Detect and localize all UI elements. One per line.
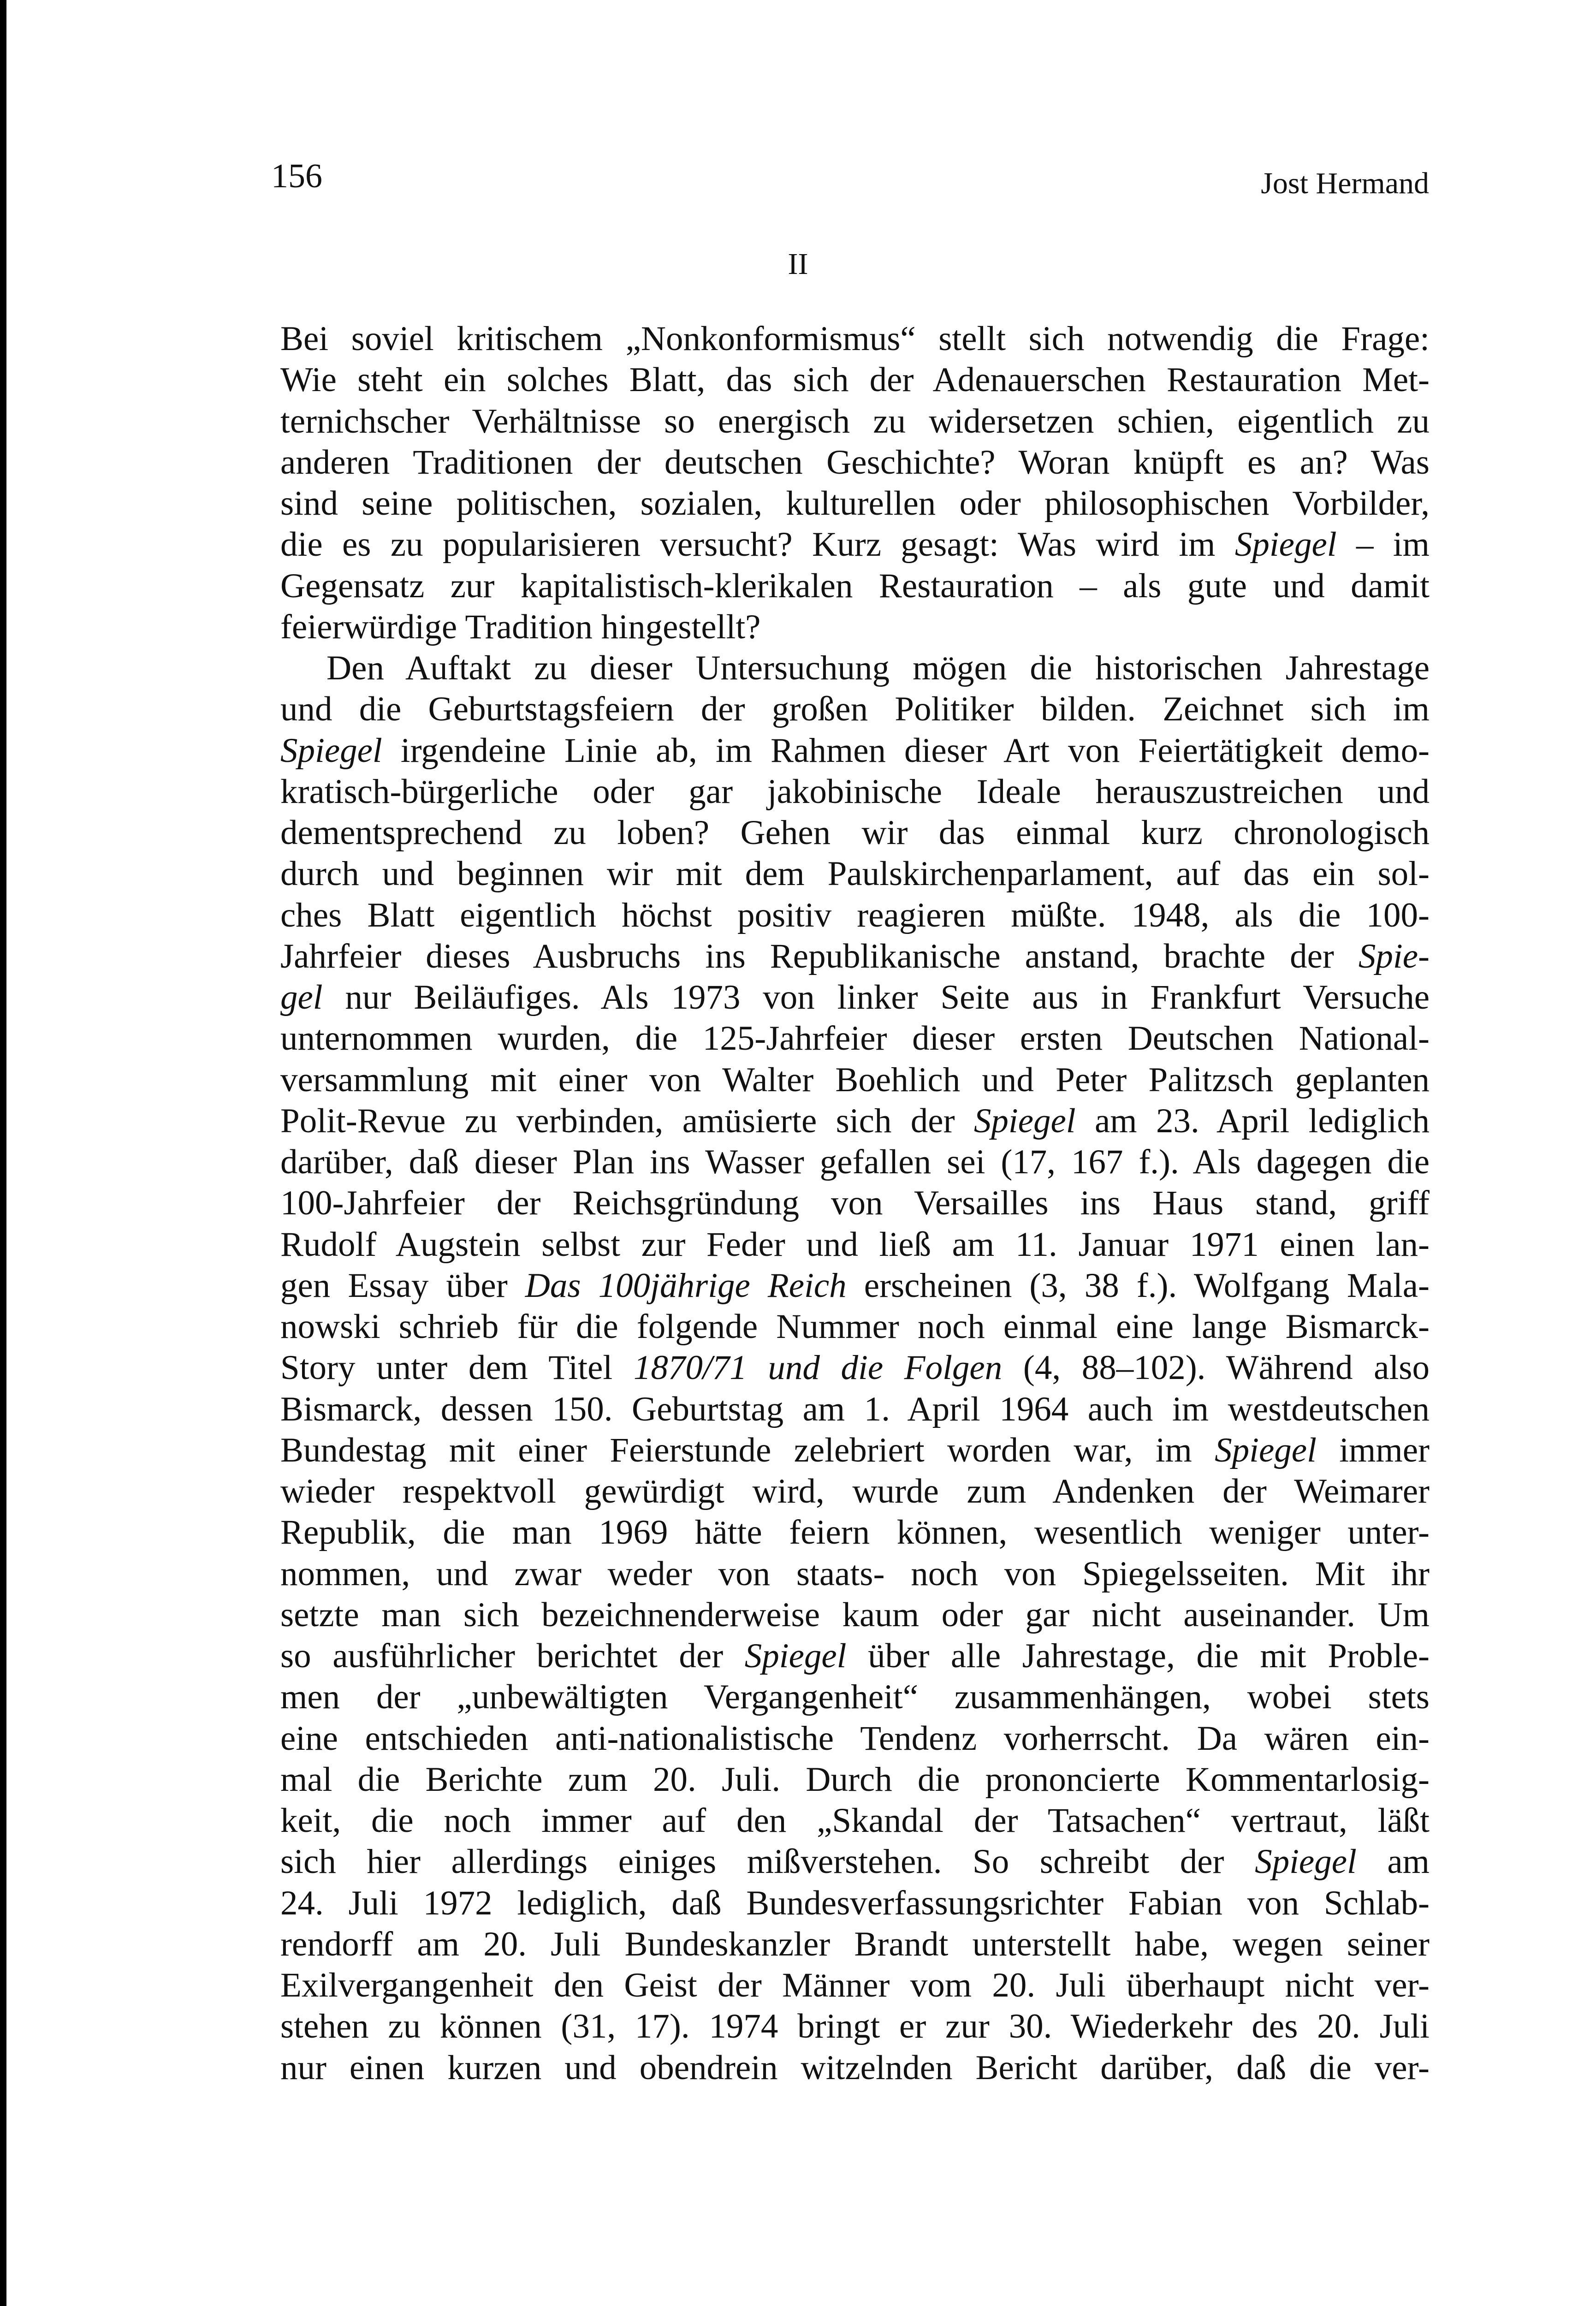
text-run: Story unter dem Titel	[280, 1349, 634, 1387]
text-line	[280, 1800, 1430, 1841]
text-run: am 23. April lediglich	[1075, 1101, 1430, 1140]
text-line	[280, 359, 1430, 400]
text-run: Bundestag mit einer Feierstunde zelebriert worden war, im	[280, 1431, 1215, 1469]
text-run: die es zu popularisieren versucht? Kurz gesagt: Was wird im	[280, 525, 1235, 564]
text-run: Den Auftakt zu dieser Untersuchung mögen die historischen Jahrestage	[326, 649, 1430, 687]
text-run: 100-Jahrfeier der Reichsgründung von Versailles ins Haus stand, griff	[280, 1184, 1430, 1223]
scan-edge-left	[0, 0, 6, 2306]
text-line	[280, 895, 1430, 936]
italic-title: gel	[280, 978, 323, 1016]
text-run: rendorff am 20. Juli Bundeskanzler Brandt unterstellt habe, wegen seiner	[280, 1925, 1430, 1963]
text-line	[280, 2047, 1430, 2088]
text-line	[280, 1430, 1430, 1471]
italic-title: Spie-	[1358, 937, 1430, 975]
italic-title: 1870/71 und die Folgen	[633, 1349, 1003, 1387]
text-run: über alle Jahrestage, die mit Proble-	[846, 1637, 1430, 1675]
italic-title: Spiegel	[744, 1637, 847, 1675]
text-run: dementsprechend zu loben? Gehen wir das einmal kurz chronologisch	[280, 814, 1430, 852]
text-run: Exilvergangenheit den Geist der Männer vom 20. Juli überhaupt nicht ver-	[280, 1966, 1430, 2004]
text-run: nur Beiläufiges. Als 1973 von linker Seite aus in Frankfurt Versuche	[322, 978, 1430, 1016]
text-line	[280, 1265, 1430, 1306]
text-run: keit, die noch immer auf den „Skandal der Tatsachen“ vertraut, läßt	[280, 1801, 1430, 1840]
text-run: irgendeine Linie ab, im Rahmen dieser Art von Feiertätigkeit demo-	[382, 731, 1430, 770]
text-line	[280, 565, 1430, 606]
text-line	[280, 689, 1430, 730]
text-run: setzte man sich bezeichnenderweise kaum oder gar nicht auseinander. Um	[280, 1595, 1430, 1634]
text-run: stehen zu können (31, 17). 1974 bringt er zur 30. Wiederkehr des 20. Juli	[280, 2007, 1430, 2046]
italic-title: Spiegel	[280, 731, 382, 770]
text-run: Wie steht ein solches Blatt, das sich der Adenauerschen Restauration Met-	[280, 361, 1430, 399]
text-line	[280, 1965, 1430, 2006]
text-line	[280, 442, 1430, 483]
text-line	[280, 1512, 1430, 1553]
text-run: – im	[1336, 525, 1430, 564]
text-line	[280, 1183, 1430, 1224]
text-run: mal die Berichte zum 20. Juli. Durch die prononcierte Kommentarlosig-	[280, 1760, 1430, 1799]
text-run: durch und beginnen wir mit dem Paulskirchenparlament, auf das ein sol-	[280, 855, 1430, 893]
text-line	[280, 853, 1430, 894]
italic-title: Spiegel	[1215, 1431, 1317, 1469]
text-line	[280, 1471, 1430, 1512]
text-run: nur einen kurzen und obendrein witzelnden Bericht darüber, daß die ver-	[280, 2048, 1430, 2087]
text-line	[280, 771, 1430, 812]
text-run: wieder respektvoll gewürdigt wird, wurde zum Andenken der Weimarer	[280, 1472, 1430, 1510]
text-line	[280, 1883, 1430, 1924]
text-line	[280, 2006, 1430, 2047]
text-line	[280, 1553, 1430, 1594]
page-number: 156	[271, 157, 322, 195]
text-run: Bismarck, dessen 150. Geburtstag am 1. April 1964 auch im westdeutschen	[280, 1390, 1430, 1428]
text-run: so ausführlicher berichtet der	[280, 1637, 745, 1675]
text-line	[280, 936, 1430, 977]
text-line	[280, 524, 1430, 565]
text-line	[280, 1635, 1430, 1676]
italic-title: Spiegel	[1234, 525, 1337, 564]
text-run: darüber, daß dieser Plan ins Wasser gefallen sei (17, 167 f.). Als dagegen die	[280, 1143, 1430, 1181]
text-line	[280, 1841, 1430, 1882]
text-run: feierwürdige Tradition hingestellt?	[280, 607, 761, 646]
text-line	[280, 977, 1430, 1018]
section-heading: II	[788, 247, 808, 281]
text-run: anderen Traditionen der deutschen Geschichte? Woran knüpft es an? Was	[280, 443, 1430, 481]
text-run: ternichscher Verhältnisse so energisch zu widersetzen schien, eigentlich zu	[280, 402, 1430, 440]
text-line	[280, 1347, 1430, 1388]
text-line	[280, 1306, 1430, 1347]
text-line	[280, 1100, 1430, 1141]
italic-title: Spiegel	[973, 1101, 1076, 1140]
text-run: erscheinen (3, 38 f.). Wolfgang Mala-	[846, 1266, 1430, 1305]
text-line	[280, 1059, 1430, 1100]
text-line	[280, 1018, 1430, 1059]
text-run: nowski schrieb für die folgende Nummer noch einmal eine lange Bismarck-	[280, 1308, 1430, 1346]
text-line	[280, 401, 1430, 442]
text-run: sich hier allerdings einiges mißverstehen. So schreibt der	[280, 1842, 1255, 1881]
text-run: Republik, die man 1969 hätte feiern können, wesentlich weniger unter-	[280, 1513, 1430, 1552]
text-line	[280, 483, 1430, 524]
text-line	[280, 1141, 1430, 1183]
text-run: Jahrfeier dieses Ausbruchs ins Republikanische anstand, brachte der	[280, 937, 1359, 975]
text-line	[280, 1224, 1430, 1265]
text-run: kratisch-bürgerliche oder gar jakobinische Ideale herauszustreichen und	[280, 772, 1430, 811]
text-line	[280, 1676, 1430, 1718]
text-run: versammlung mit einer von Walter Boehlich und Peter Palitzsch geplanten	[280, 1060, 1430, 1099]
text-run: nommen, und zwar weder von staats- noch von Spiegelsseiten. Mit ihr	[280, 1554, 1430, 1593]
text-run: gen Essay über	[280, 1266, 525, 1305]
text-line	[280, 1389, 1430, 1430]
italic-title: Spiegel	[1255, 1842, 1357, 1881]
text-line	[280, 730, 1430, 771]
text-run: unternommen wurden, die 125-Jahrfeier dieser ersten Deutschen National-	[280, 1019, 1430, 1058]
text-line	[280, 606, 1430, 648]
text-run: Gegensatz zur kapitalistisch-klerikalen Restauration – als gute und damit	[280, 566, 1430, 605]
text-run: 24. Juli 1972 lediglich, daß Bundesverfassungsrichter Fabian von Schlab-	[280, 1884, 1430, 1922]
body-text	[280, 318, 1430, 2088]
italic-title: Das 100jährige Reich	[525, 1266, 847, 1305]
text-line	[280, 1924, 1430, 1965]
text-run: und die Geburtstagsfeiern der großen Politiker bilden. Zeichnet sich im	[280, 690, 1430, 729]
text-run: immer	[1316, 1431, 1430, 1469]
text-line	[280, 812, 1430, 853]
text-line	[280, 648, 1430, 689]
text-run: sind seine politischen, sozialen, kulturellen oder philosophischen Vorbilder,	[280, 484, 1430, 523]
text-run: men der „unbewältigten Vergangenheit“ zusammenhängen, wobei stets	[280, 1678, 1430, 1717]
text-line	[280, 318, 1430, 359]
text-run: ches Blatt eigentlich höchst positiv reagieren müßte. 1948, als die 100-	[280, 896, 1430, 934]
text-line	[280, 1718, 1430, 1759]
text-run: (4, 88–102). Während also	[1002, 1349, 1430, 1387]
running-head-author: Jost Hermand	[1261, 166, 1429, 200]
text-run: eine entschieden anti-nationalistische Tendenz vorherrscht. Da wären ein-	[280, 1719, 1430, 1758]
text-line	[280, 1594, 1430, 1635]
text-run: Bei soviel kritischem „Nonkonformismus“ stellt sich notwendig die Frage:	[280, 320, 1430, 358]
text-run: am	[1356, 1842, 1430, 1881]
text-run: Rudolf Augstein selbst zur Feder und ließ am 11. Januar 1971 einen lan-	[280, 1225, 1430, 1264]
text-line	[280, 1759, 1430, 1800]
text-run: Polit-Revue zu verbinden, amüsierte sich der	[280, 1101, 974, 1140]
